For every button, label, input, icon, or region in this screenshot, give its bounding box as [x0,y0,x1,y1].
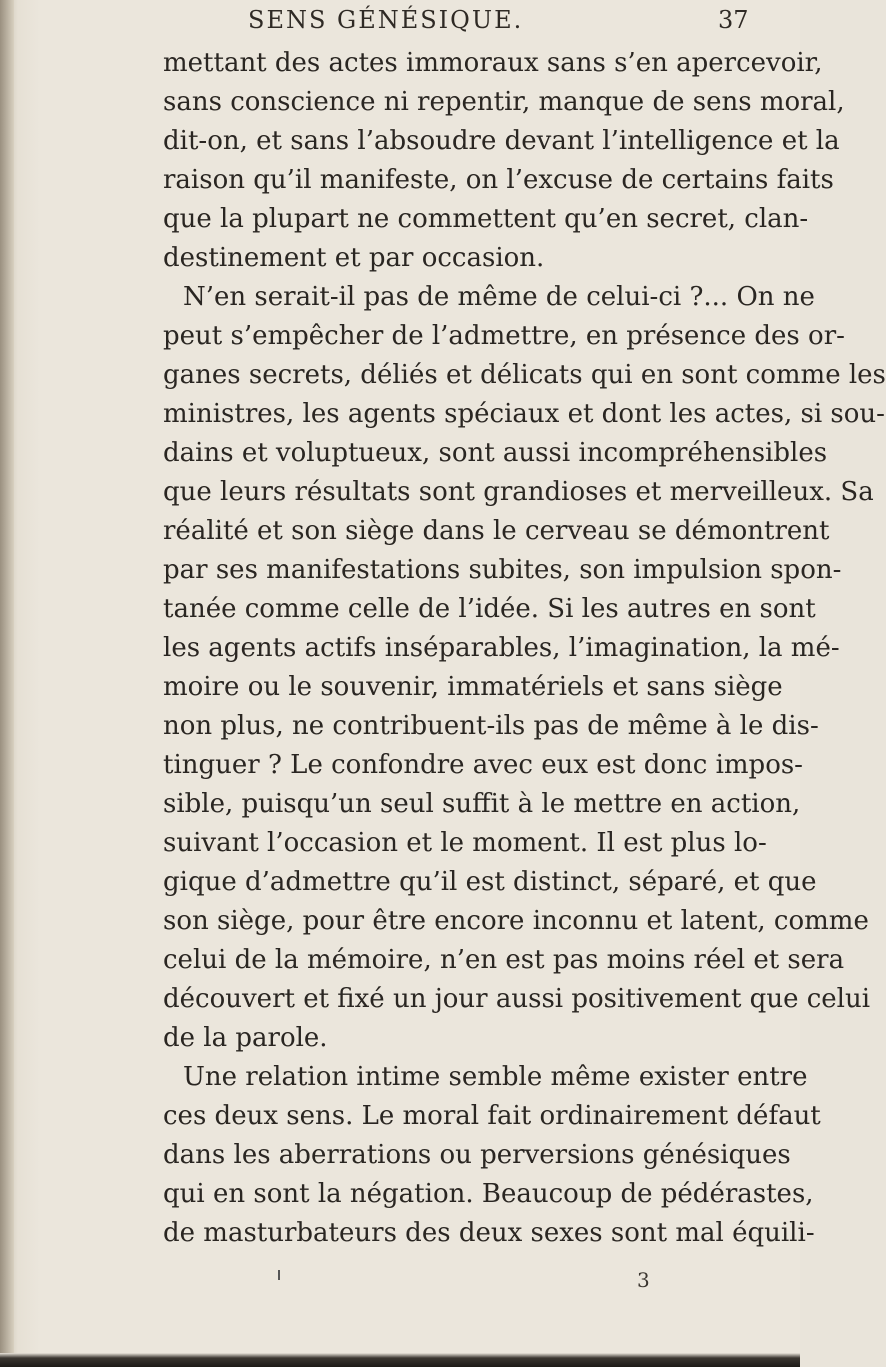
text-line: par ses manifestations subites, son impulsion spon- [163,555,842,585]
signature-tick [278,1270,280,1280]
text-line: dans les aberrations ou perversions génésiques [163,1140,791,1170]
text-line: dains et voluptueux, sont aussi incompréhensibles [163,438,828,468]
text-line: peut s’empêcher de l’admettre, en présence des or- [163,321,845,351]
text-line: moire ou le souvenir, immatériels et sans siège [163,672,783,702]
page-header [0,6,800,38]
body-text [163,44,886,1253]
text-line: qui en sont la négation. Beaucoup de pédérastes, [163,1179,814,1209]
text-line: tanée comme celle de l’idée. Si les autres en sont [163,594,816,624]
text-line: suivant l’occasion et le moment. Il est plus lo- [163,828,767,858]
text-line: réalité et son siège dans le cerveau se démontrent [163,516,830,546]
signature-mark: 3 [637,1268,650,1292]
text-line: mettant des actes immoraux sans s’en apercevoir, [163,48,823,78]
text-line: celui de la mémoire, n’en est pas moins réel et sera [163,945,845,975]
text-line: son siège, pour être encore inconnu et latent, comme [163,906,869,936]
text-line: Une relation intime semble même exister entre [183,1062,808,1092]
text-line: tinguer ? Le confondre avec eux est donc impos- [163,750,803,780]
text-line: dit-on, et sans l’absoudre devant l’intelligence et la [163,126,840,156]
page-spine-shadow [0,0,14,1367]
page-number: 37 [718,6,749,34]
text-line: les agents actifs inséparables, l’imagination, la mé- [163,633,840,663]
running-title: SENS GÉNÉSIQUE. [248,6,524,34]
text-line: raison qu’il manifeste, on l’excuse de certains faits [163,165,834,195]
text-line: sible, puisqu’un seul suffit à le mettre en action, [163,789,801,819]
text-line: sans conscience ni repentir, manque de sens moral, [163,87,845,117]
text-line: de masturbateurs des deux sexes sont mal équili- [163,1218,815,1248]
text-line: que leurs résultats sont grandioses et merveilleux. Sa [163,477,874,507]
page-bottom-edge [0,1353,800,1367]
text-line: découvert et fixé un jour aussi positivement que celui [163,984,871,1014]
text-line: gique d’admettre qu’il est distinct, séparé, et que [163,867,817,897]
text-line: N’en serait-il pas de même de celui-ci ?... On ne [183,282,815,312]
text-line: destinement et par occasion. [163,243,545,273]
text-line: de la parole. [163,1023,328,1053]
text-line: non plus, ne contribuent-ils pas de même à le dis- [163,711,819,741]
text-line: ganes secrets, déliés et délicats qui en sont comme les [163,360,886,390]
text-line: ministres, les agents spéciaux et dont les actes, si sou- [163,399,885,429]
text-line: ces deux sens. Le moral fait ordinairement défaut [163,1101,821,1131]
text-line: que la plupart ne commettent qu’en secret, clan- [163,204,809,234]
